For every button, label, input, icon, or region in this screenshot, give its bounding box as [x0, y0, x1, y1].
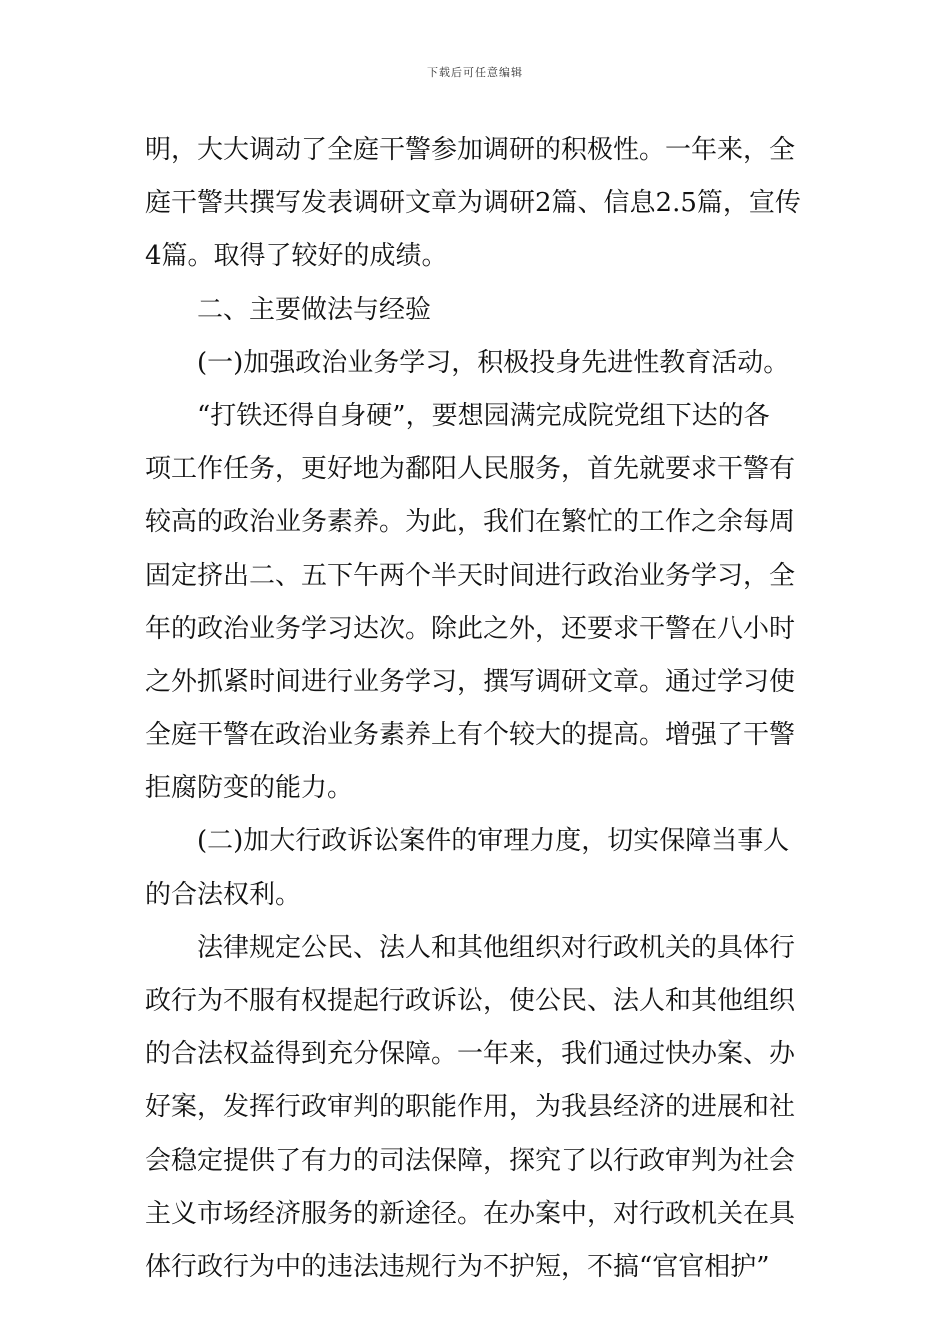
text-line: (一)加强政治业务学习，积极投身先进性教育活动。 [197, 347, 790, 378]
text-line: 政行为不服有权提起行政诉讼，使公民、法人和其他组织 [145, 986, 796, 1016]
text-line: (二)加大行政诉讼案件的审理力度，切实保障当事人 [197, 826, 790, 857]
text-line: 主义市场经济服务的新途径。在办案中，对行政机关在具 [145, 1198, 796, 1229]
text-line: 4篇。取得了较好的成绩。 [145, 241, 448, 272]
text-line: 较高的政治业务素养。为此，我们在繁忙的工作之余每周 [145, 507, 796, 538]
text-line: 好案，发挥行政审判的职能作用，为我县经济的进展和社 [145, 1092, 796, 1123]
text-line: 项工作任务，更好地为鄱阳人民服务，首先就要求干警有 [145, 454, 796, 485]
text-line: 庭干警共撰写发表调研文章为调研2篇、信息2.5篇，宣传 [145, 188, 801, 219]
text-line: 固定挤出二、五下午两个半天时间进行政治业务学习，全 [145, 560, 796, 591]
text-line: “打铁还得自身硬”，要想园满完成院党组下达的各 [197, 400, 770, 431]
text-line: 明，大大调动了全庭干警参加调研的积极性。一年来，全 [145, 135, 796, 165]
text-line: 全庭干警在政治业务素养上有个较大的提高。增强了干警 [145, 720, 796, 751]
page-header: 下载后可任意编辑 [427, 66, 523, 79]
text-line: 年的政治业务学习达次。除此之外，还要求干警在八小时 [145, 613, 796, 644]
text-line: 拒腐防变的能力。 [145, 773, 354, 804]
text-line: 二、主要做法与经验 [197, 294, 432, 325]
text-line: 的合法权利。 [145, 879, 302, 910]
text-line: 体行政行为中的违法违规行为不护短，不搞“官官相护” [145, 1251, 770, 1282]
text-line: 会稳定提供了有力的司法保障，探究了以行政审判为社会 [145, 1145, 796, 1176]
text-line: 的合法权益得到充分保障。一年来，我们通过快办案、办 [145, 1039, 796, 1070]
text-line: 之外抓紧时间进行业务学习，撰写调研文章。通过学习使 [145, 666, 796, 697]
text-line: 法律规定公民、法人和其他组织对行政机关的具体行 [197, 932, 796, 963]
document-body [145, 124, 810, 1294]
